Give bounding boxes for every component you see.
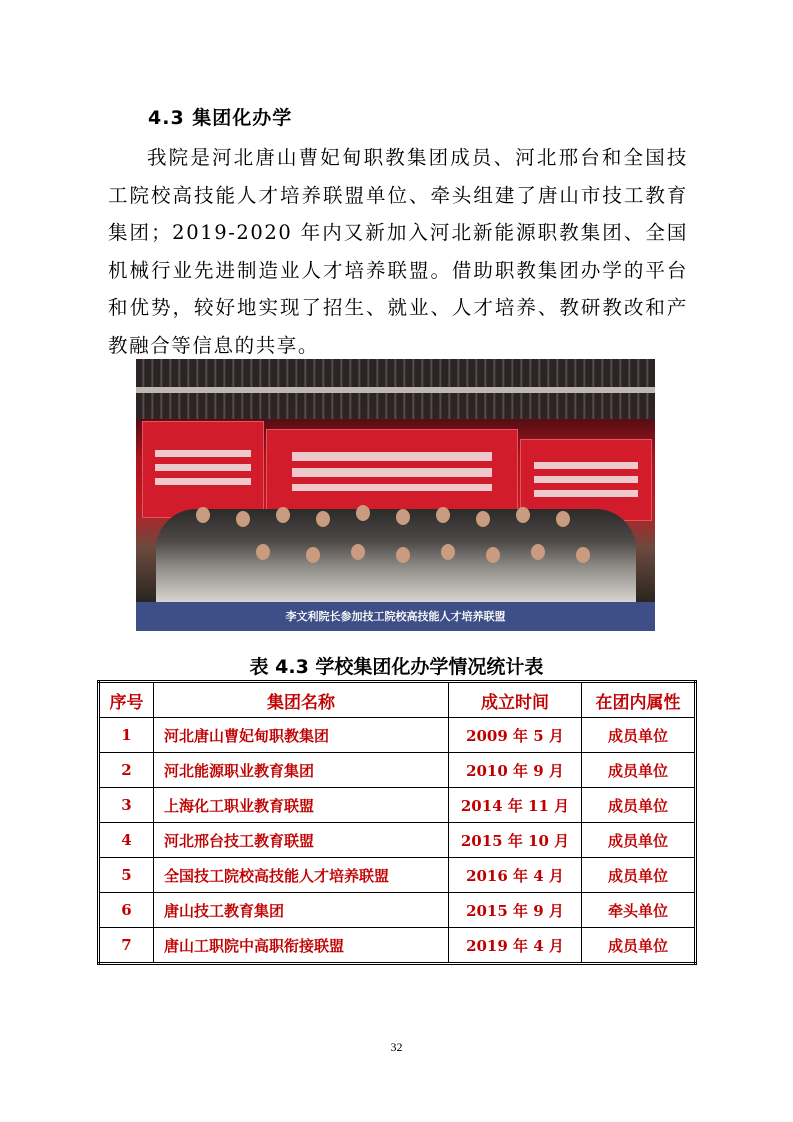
header-group-name: 集团名称 bbox=[154, 682, 449, 718]
person-head bbox=[316, 511, 330, 527]
person-head bbox=[441, 544, 455, 560]
person-head bbox=[196, 507, 210, 523]
header-role: 在团内属性 bbox=[582, 682, 696, 718]
section-heading: 4.3 集团化办学 bbox=[148, 107, 293, 129]
row-index: 7 bbox=[99, 928, 154, 964]
body-paragraph: 我院是河北唐山曹妃甸职教集团成员、河北邢台和全国技工院校高技能人才培养联盟单位、牵头组建了唐山市技工教育集团；2019-2020 年内又新加入河北新能源职教集团、全国机械行业先进制造业人才培养联盟。借助职教集团办学的平台和优势，较好地实现了招生、就业、人才培养、教研教改和产教融合等信息的共享。 bbox=[108, 146, 688, 357]
person-head bbox=[531, 544, 545, 560]
row-role: 成员单位 bbox=[582, 753, 696, 788]
stage-truss-beam bbox=[136, 387, 655, 393]
row-group-name: 上海化工职业教育联盟 bbox=[154, 788, 449, 823]
person-head bbox=[576, 547, 590, 563]
led-screen-center bbox=[266, 429, 518, 511]
row-role: 成员单位 bbox=[582, 788, 696, 823]
person-head bbox=[256, 544, 270, 560]
person-head bbox=[556, 511, 570, 527]
table-row bbox=[99, 858, 696, 893]
table-header-row bbox=[99, 682, 696, 718]
row-group-name: 河北能源职业教育集团 bbox=[154, 753, 449, 788]
row-index: 5 bbox=[99, 858, 154, 893]
row-role: 成员单位 bbox=[582, 858, 696, 893]
event-photo bbox=[136, 359, 655, 602]
row-founded: 2015 年 9 月 bbox=[449, 893, 582, 928]
person-head bbox=[396, 509, 410, 525]
person-head bbox=[436, 507, 450, 523]
row-role: 牵头单位 bbox=[582, 893, 696, 928]
row-index: 4 bbox=[99, 823, 154, 858]
table-row bbox=[99, 718, 696, 753]
person-head bbox=[351, 544, 365, 560]
person-head bbox=[486, 547, 500, 563]
row-role: 成员单位 bbox=[582, 718, 696, 753]
row-group-name: 全国技工院校高技能人才培养联盟 bbox=[154, 858, 449, 893]
table-title: 表 4.3 学校集团化办学情况统计表 bbox=[249, 656, 544, 678]
header-index: 序号 bbox=[99, 682, 154, 718]
row-role: 成员单位 bbox=[582, 823, 696, 858]
photo-caption: 李文利院长参加技工院校高技能人才培养联盟 bbox=[136, 602, 655, 631]
row-founded: 2009 年 5 月 bbox=[449, 718, 582, 753]
person-head bbox=[276, 507, 290, 523]
row-role: 成员单位 bbox=[582, 928, 696, 964]
row-index: 6 bbox=[99, 893, 154, 928]
row-index: 3 bbox=[99, 788, 154, 823]
row-index: 1 bbox=[99, 718, 154, 753]
row-group-name: 河北邢台技工教育联盟 bbox=[154, 823, 449, 858]
row-founded: 2016 年 4 月 bbox=[449, 858, 582, 893]
row-group-name: 唐山技工教育集团 bbox=[154, 893, 449, 928]
person-head bbox=[476, 511, 490, 527]
table-row bbox=[99, 788, 696, 823]
table-row bbox=[99, 823, 696, 858]
row-founded: 2015 年 10 月 bbox=[449, 823, 582, 858]
row-index: 2 bbox=[99, 753, 154, 788]
header-founded: 成立时间 bbox=[449, 682, 582, 718]
group-stats-table bbox=[97, 680, 697, 965]
person-head bbox=[236, 511, 250, 527]
person-head bbox=[396, 547, 410, 563]
person-head bbox=[356, 505, 370, 521]
person-head bbox=[516, 507, 530, 523]
page-number: 32 bbox=[390, 1040, 403, 1054]
row-founded: 2014 年 11 月 bbox=[449, 788, 582, 823]
person-head bbox=[306, 547, 320, 563]
row-founded: 2010 年 9 月 bbox=[449, 753, 582, 788]
row-group-name: 唐山工职院中高职衔接联盟 bbox=[154, 928, 449, 964]
row-group-name: 河北唐山曹妃甸职教集团 bbox=[154, 718, 449, 753]
table-row bbox=[99, 893, 696, 928]
row-founded: 2019 年 4 月 bbox=[449, 928, 582, 964]
table-row bbox=[99, 928, 696, 964]
led-screen-left bbox=[142, 421, 264, 518]
table-row bbox=[99, 753, 696, 788]
